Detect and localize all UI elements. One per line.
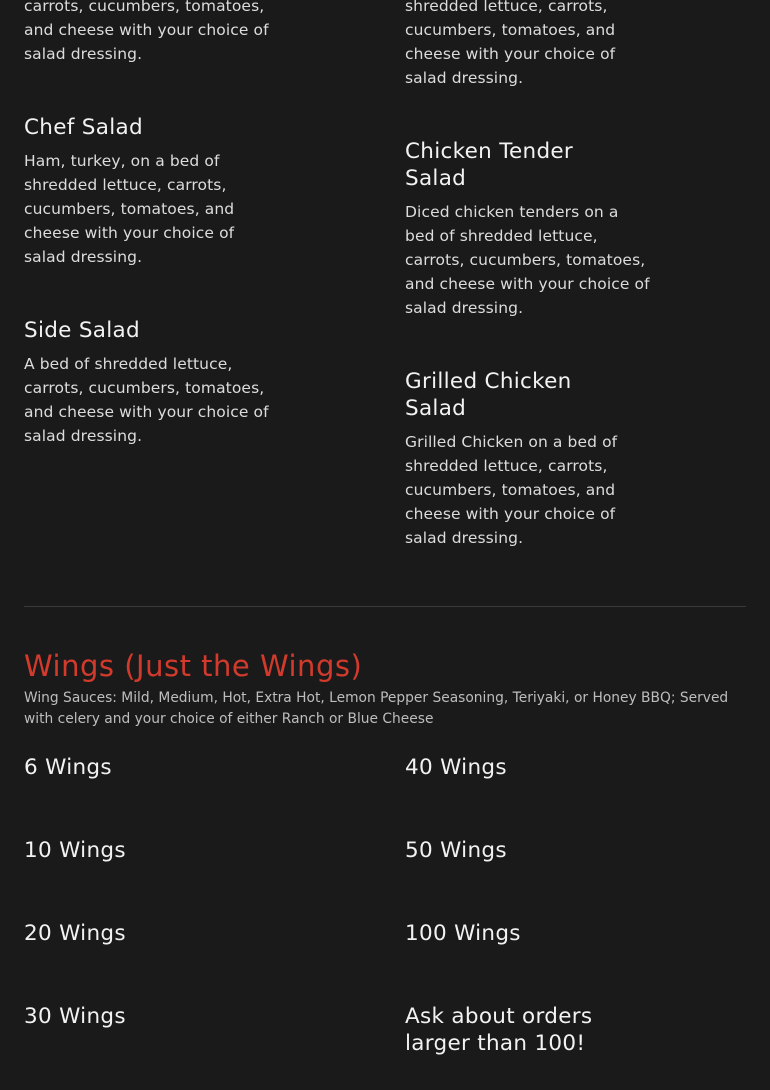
wing-item-100: 100 Wings [405,921,521,946]
wing-item-6: 6 Wings [24,755,112,780]
wing-item-20: 20 Wings [24,921,126,946]
section-divider [24,606,746,607]
wing-item-large-orders: Ask about orders larger than 100! [405,1004,593,1056]
grilled-chicken-salad-description: Grilled Chicken on a bed of shredded lettuce, carrots, cucumbers, tomatoes, and cheese with your choice of salad dressing. [405,433,618,547]
chicken-tender-salad-description: Diced chicken tenders on a bed of shredded lettuce, carrots, cucumbers, tomatoes, and cheese with your choice of salad dressing. [405,203,650,317]
wings-section-description: Wing Sauces: Mild, Medium, Hot, Extra Hot, Lemon Pepper Seasoning, Teriyaki, or Honey BBQ; Served with celery and your choice of either Ranch or Blue Cheese [24,690,729,727]
chicken-tender-salad-title: Chicken Tender Salad [405,139,574,191]
wings-section-title: Wings (Just the Wings) [24,649,363,683]
chef-salad-description: Ham, turkey, on a bed of shredded lettuce, carrots, cucumbers, tomatoes, and cheese with your choice of salad dressing. [24,152,235,266]
wing-item-50: 50 Wings [405,838,507,863]
wing-item-40: 40 Wings [405,755,507,780]
grilled-chicken-salad-title: Grilled Chicken Salad [405,369,572,421]
partial-salad-description-left: carrots, cucumbers, tomatoes, and cheese with your choice of salad dressing. [24,0,269,63]
side-salad-title: Side Salad [24,318,140,343]
side-salad-description: A bed of shredded lettuce, carrots, cucumbers, tomatoes, and cheese with your choice of salad dressing. [24,355,269,445]
wing-item-30: 30 Wings [24,1004,126,1029]
partial-salad-description-right: shredded lettuce, carrots, cucumbers, tomatoes, and cheese with your choice of salad dressing. [405,0,616,87]
chef-salad-title: Chef Salad [24,115,143,140]
wing-item-10: 10 Wings [24,838,126,863]
